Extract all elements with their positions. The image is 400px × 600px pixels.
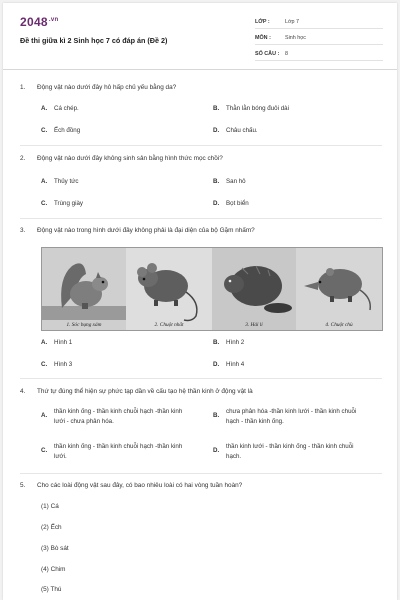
question-3-image-strip	[41, 247, 383, 331]
list-item: (3) Bò sát	[41, 545, 69, 552]
separator	[20, 218, 382, 219]
meta-class: LỚP : Lớp 7	[255, 14, 383, 29]
exam-sheet: $2048^{.vn}$ Đề thi giữa kì 2 Sinh học 7 có đáp án (Đề 2) LỚP : Lớp 7 MÔN : Sinh học SỐ CÂU : 8 1. Động vật nào dưới đây hô hấp chủ yếu bằng da? A. Cá chép. B. Thằn lằn bóng đuôi dài C. Ếch đồng D. Châu chấu. 2. Động vật nào dưới đây không sinh sản bằng hình thức mọc chồi? A. Thủy tức B. San hô C. Trùng giày D. Bọt biển 3. Động vật nào trong hình dưới đây không phải là đại diện của bộ Gặm nhấm? 1. Sóc bụng xám 2. Chuột nhắt 3. Hải li 4. Chuột chù A. Hình 1 B. Hình 2 C. Hình 3 D. Hình 4 4. Thứ tự đúng thể hiện sự phức tạp dần về cấu tạo hệ thần kinh ở động vật là A. thần kinh ống - thần kinh chuỗi hạch -thần kinh lưới - chưa phân hóa. B. chưa phân hóa -thần kinh lưới - thần kinh chuỗi hạch - thần kinh ống. C. thần kinh ống - thần kinh chuỗi hạch -thần kinh lưới. D. thần kinh lưới - thần kinh ống - thần kinh chuỗi hạch. 5. Cho các loài động vật sau đây, có bao nhiêu loài có hai vòng tuần hoàn? (1) Cá (2) Ếch (3) Bò sát (4) Chim (5) Thú	[3, 3, 397, 600]
image-house-mouse	[126, 248, 213, 330]
site-logo[interactable]: $2048^{.vn}$	[20, 15, 59, 29]
page-title: Đề thi giữa kì 2 Sinh học 7 có đáp án (Đề 2)	[20, 36, 168, 45]
image-squirrel	[42, 248, 127, 330]
separator	[20, 378, 382, 379]
list-item: (2) Ếch	[41, 524, 62, 531]
separator	[20, 145, 382, 146]
image-caption: 1. Sóc bụng xám	[66, 322, 102, 328]
separator	[20, 473, 382, 474]
list-item: (1) Cá	[41, 503, 59, 510]
list-item: (5) Thú	[41, 586, 62, 593]
image-caption: 3. Hải li	[245, 322, 263, 328]
list-item: (4) Chim	[41, 566, 66, 573]
exam-header	[3, 3, 397, 65]
header-divider	[3, 69, 397, 70]
image-caption: 4. Chuột chù	[325, 322, 353, 328]
image-caption: 2. Chuột nhắt	[154, 322, 184, 328]
meta-subject: MÔN : Sinh học	[255, 30, 383, 45]
meta-question-count: SỐ CÂU : 8	[255, 46, 383, 61]
image-shrew	[296, 248, 382, 330]
image-beaver	[212, 248, 297, 330]
